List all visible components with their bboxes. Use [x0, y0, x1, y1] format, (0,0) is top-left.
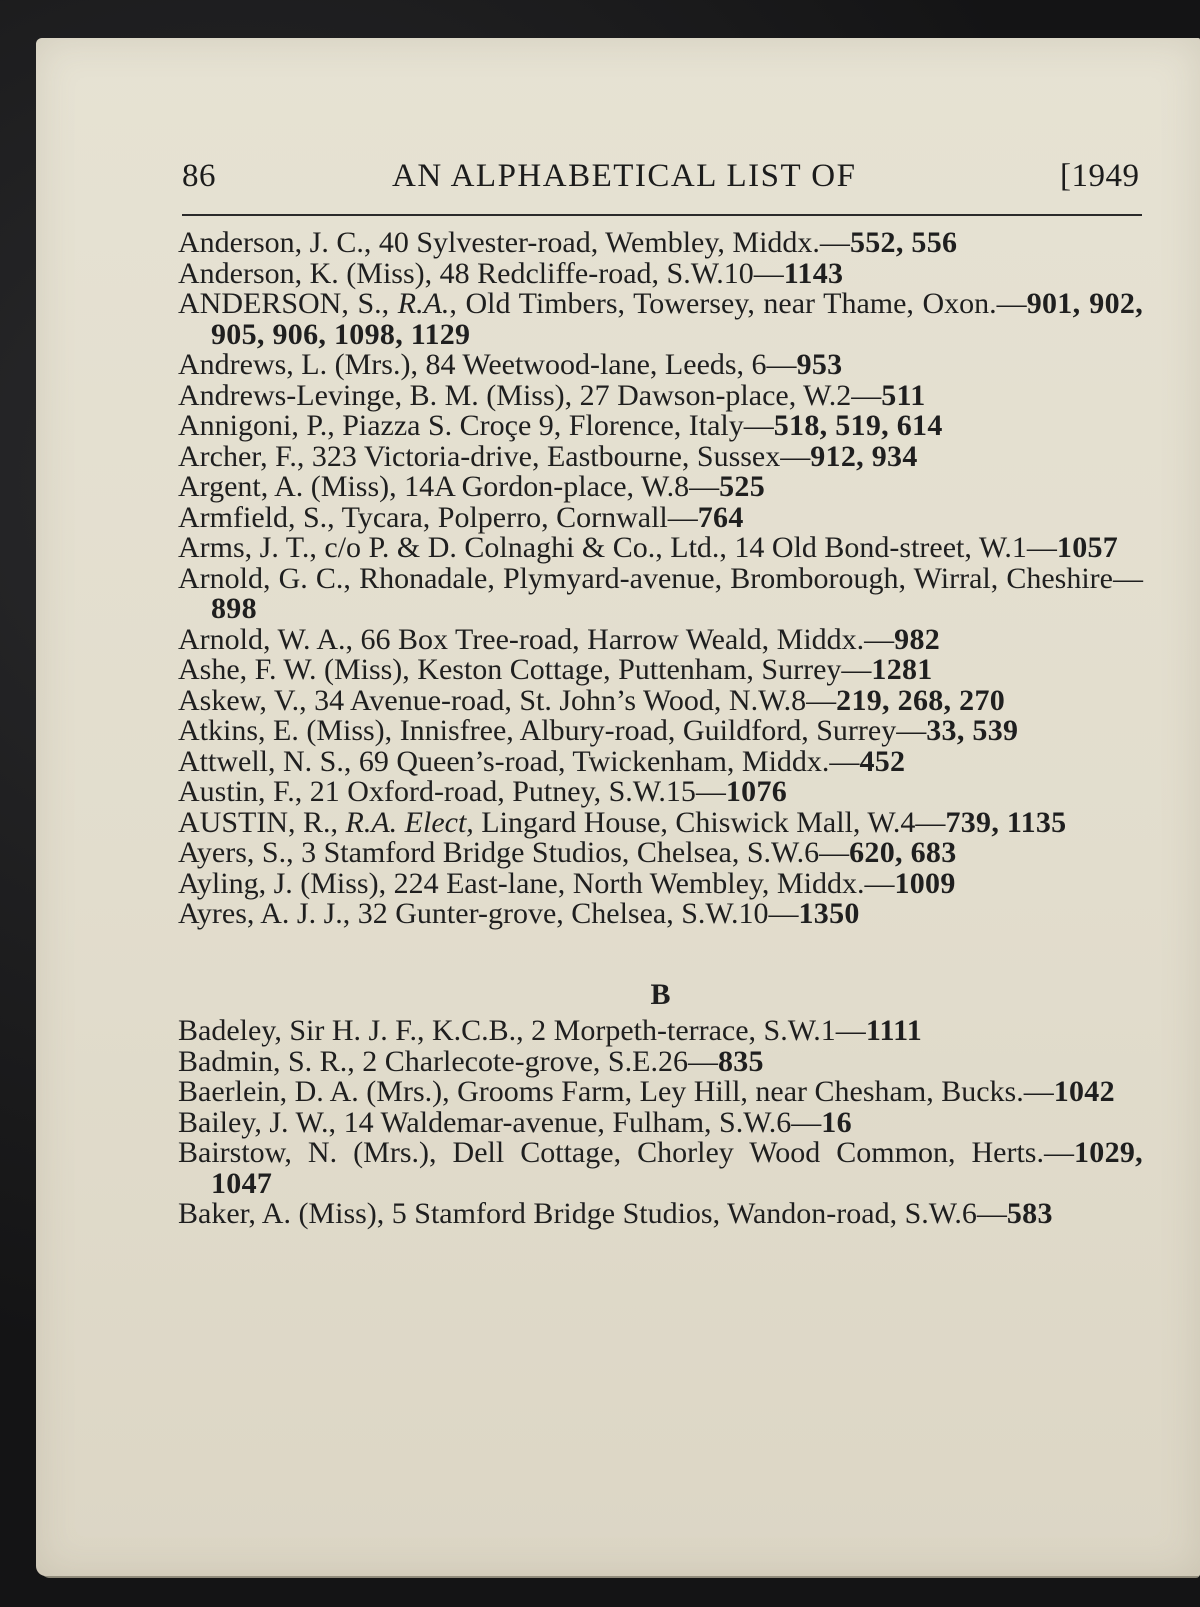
entry-catalogue-numbers: 518, 519, 614: [773, 409, 943, 442]
directory-entry: [178, 1044, 1143, 1078]
directory-entry: [178, 899, 1143, 930]
entry-address: 32 Gunter-grove, Chelsea, S.W.10—: [350, 897, 799, 930]
entry-address: 3 Stamford Bridge Studios, Chelsea, S.W.6—: [293, 836, 850, 869]
entry-address: 14A Gordon-place, W.8—: [396, 470, 720, 503]
entry-catalogue-numbers: 583: [1006, 1197, 1053, 1230]
entry-address: 48 Redcliffe-road, S.W.10—: [432, 256, 784, 290]
entry-address: Piazza S. Croçe 9, Florence, Italy—: [334, 409, 774, 442]
entry-name: Bailey, J. W.,: [178, 1105, 337, 1139]
entry-honour: R.A.: [397, 287, 450, 320]
entry-catalogue-numbers: 1111: [865, 1014, 923, 1047]
directory-entry: [178, 256, 1143, 290]
entry-catalogue-numbers: 835: [717, 1044, 764, 1078]
entry-honour: R.A. Elect,: [345, 805, 474, 839]
entry-address: 21 Oxford-road, Putney, S.W.15—: [302, 775, 726, 808]
entry-address: Dell Cottage, Chorley Wood Common, Herts.—: [436, 1136, 1074, 1169]
entry-name: Askew, V.,: [178, 683, 307, 717]
directory-entry: [178, 289, 1143, 350]
directory-entry: [178, 533, 1143, 564]
directory-entry: [178, 716, 1143, 747]
year-label: [1949: [1060, 158, 1140, 194]
entry-address: Tycara, Polperro, Cornwall—: [334, 500, 698, 534]
directory-entry: [178, 1016, 1143, 1047]
entry-catalogue-numbers: 1350: [798, 897, 860, 930]
section-heading-b: B: [650, 977, 671, 1011]
directory-entry: [178, 866, 1143, 900]
directory-entry: [178, 561, 1143, 625]
entry-name: Argent, A. (Miss),: [178, 470, 397, 503]
directory-entry: [178, 805, 1143, 839]
directory-entry: [178, 838, 1143, 869]
entry-catalogue-numbers: 33, 539: [926, 714, 1019, 747]
entry-name: Andrews-Levinge, B. M. (Miss),: [178, 378, 573, 412]
directory-entry: [178, 622, 1143, 656]
entry-address: Lingard House, Chiswick Mall, W.4—: [473, 805, 946, 839]
entry-name: Archer, F.,: [178, 439, 305, 473]
directory-entry: [178, 228, 1143, 259]
entry-address: 14 Waldemar-avenue, Fulham, S.W.6—: [336, 1105, 822, 1139]
directory-entry: [178, 500, 1143, 534]
entry-address: 69 Queen’s-road, Twickenham, Middx.—: [351, 744, 860, 778]
entry-catalogue-numbers: 219, 268, 270: [836, 683, 1006, 717]
directory-entry: [178, 683, 1143, 717]
entry-catalogue-numbers: 1009: [894, 866, 956, 900]
entry-name: Ayres, A. J. J.,: [178, 897, 351, 930]
entry-name: Austin, F.,: [178, 775, 303, 808]
directory-entry: [178, 439, 1143, 473]
directory-entry: [178, 655, 1143, 686]
directory-entry: [178, 1077, 1143, 1108]
entry-address: 40 Sylvester-road, Wembley, Middx.—: [371, 226, 850, 259]
entry-name: Attwell, N. S.,: [178, 744, 352, 778]
directory-entry: [178, 744, 1143, 778]
entry-name: Atkins, E. (Miss),: [178, 714, 393, 747]
running-title: AN ALPHABETICAL LIST OF: [392, 158, 857, 194]
entry-address: Grooms Farm, Ley Hill, near Chesham, Bucks.—: [449, 1075, 1054, 1108]
entry-address: 2 Charlecote-grove, S.E.26—: [354, 1044, 718, 1078]
entry-name: Ayling, J. (Miss),: [178, 866, 387, 900]
directory-entry: [178, 1138, 1143, 1199]
entry-catalogue-numbers: 452: [859, 744, 906, 778]
entry-name: Badmin, S. R.,: [178, 1044, 355, 1078]
entry-name: Arms, J. T.,: [178, 531, 317, 564]
entry-name: Ashe, F. W. (Miss),: [178, 653, 410, 686]
directory-entry: [178, 378, 1143, 412]
entry-catalogue-numbers: 1042: [1053, 1075, 1115, 1108]
entry-address: , Old Timbers, Towersey, near Thame, Oxon.—: [449, 287, 1027, 320]
entry-name: Anderson, J. C.,: [178, 226, 372, 259]
directory-entry: [178, 777, 1143, 808]
entry-name: AUSTIN, R.,: [178, 805, 346, 839]
section-a-entries: [178, 228, 1143, 930]
header-rule: [182, 214, 1142, 216]
entry-catalogue-numbers: 898: [211, 592, 257, 625]
entry-address: Innisfree, Albury-road, Guildford, Surrey—: [392, 714, 927, 747]
page-number: 86: [182, 158, 216, 194]
entry-catalogue-numbers: 953: [796, 348, 843, 381]
section-b-entries: [178, 1016, 1143, 1230]
entry-name: Baerlein, D. A. (Mrs.),: [178, 1075, 450, 1108]
entry-catalogue-numbers: 901, 902, 905, 906, 1098, 1129: [211, 287, 1143, 351]
entry-address: 27 Dawson-place, W.2—: [572, 378, 882, 412]
directory-entry: [178, 350, 1143, 381]
entry-catalogue-numbers: 1057: [1056, 531, 1119, 564]
directory-entry: [178, 1199, 1143, 1230]
entry-address: 66 Box Tree-road, Harrow Weald, Middx.—: [353, 622, 895, 656]
entry-name: Anderson, K. (Miss),: [178, 256, 433, 290]
entry-catalogue-numbers: 1029, 1047: [211, 1136, 1143, 1200]
entry-address: 84 Weetwood-lane, Leeds, 6—: [417, 348, 797, 381]
entry-name: Badeley, Sir H. J. F., K.C.B.,: [178, 1014, 524, 1047]
entry-catalogue-numbers: 1076: [725, 775, 788, 808]
entry-name: Arnold, W. A.,: [178, 622, 354, 656]
entry-catalogue-numbers: 511: [881, 378, 926, 412]
entry-name: Annigoni, P.,: [178, 409, 335, 442]
entry-catalogue-numbers: 552, 556: [849, 226, 958, 259]
directory-entry: [178, 411, 1143, 442]
entry-name: Bairstow, N. (Mrs.),: [178, 1136, 437, 1169]
entry-address: 5 Stamford Bridge Studios, Wandon-road, S.W.6—: [384, 1197, 1007, 1230]
entry-address: Rhonadale, Plymyard-avenue, Bromborough, Wirral, Cheshire—: [350, 561, 1143, 595]
entry-name: ANDERSON, S.,: [178, 287, 398, 320]
entry-catalogue-numbers: 525: [719, 470, 765, 503]
entry-catalogue-numbers: 1143: [783, 256, 844, 290]
entry-name: Armfield, S.,: [178, 500, 335, 534]
entry-catalogue-numbers: 739, 1135: [945, 805, 1067, 839]
entry-catalogue-numbers: 16: [821, 1105, 852, 1139]
entry-address: c/o P. & D. Colnaghi & Co., Ltd., 14 Old Bond-street, W.1—: [316, 531, 1057, 564]
entry-catalogue-numbers: 764: [697, 500, 744, 534]
directory-entry: [178, 1105, 1143, 1139]
directory-list: [178, 228, 1143, 1230]
entry-name: Baker, A. (Miss),: [178, 1197, 385, 1230]
entry-catalogue-numbers: 1281: [871, 653, 933, 686]
entry-address: 2 Morpeth-terrace, S.W.1—: [523, 1014, 866, 1047]
entry-address: 323 Victoria-drive, Eastbourne, Sussex—: [304, 439, 811, 473]
directory-entry: [178, 472, 1143, 503]
entry-name: Andrews, L. (Mrs.),: [178, 348, 418, 381]
entry-address: 224 East-lane, North Wembley, Middx.—: [386, 866, 895, 900]
entry-catalogue-numbers: 912, 934: [810, 439, 918, 473]
entry-catalogue-numbers: 620, 683: [849, 836, 957, 869]
entry-address: 34 Avenue-road, St. John’s Wood, N.W.8—: [306, 683, 837, 717]
entry-name: Ayers, S.,: [178, 836, 294, 869]
entry-name: Arnold, G. C.,: [178, 561, 351, 595]
entry-catalogue-numbers: 982: [894, 622, 941, 656]
entry-address: Keston Cottage, Puttenham, Surrey—: [409, 653, 872, 686]
page-header: [182, 150, 1142, 210]
